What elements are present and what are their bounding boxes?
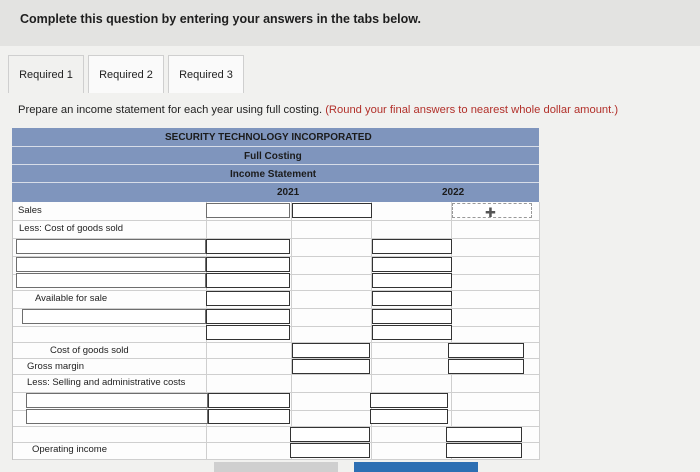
column-divider: [291, 202, 292, 460]
row-label-less-cogs: Less: Cost of goods sold: [19, 223, 124, 234]
next-button[interactable]: [354, 462, 478, 472]
adjustment-2021-input[interactable]: [206, 325, 290, 340]
year-2021-header: 2021: [277, 187, 300, 198]
selling-total-2021-input[interactable]: [290, 427, 370, 442]
year-2022-header: 2022: [442, 187, 465, 198]
header-divider: [12, 164, 539, 165]
cogs-2021-input[interactable]: [292, 343, 370, 358]
cogs-item-3-2021-input[interactable]: [206, 273, 290, 288]
adjustment-2022-input[interactable]: [372, 325, 452, 340]
company-name: SECURITY TECHNOLOGY INCORPORATED: [165, 132, 372, 143]
selling-item-1-label-input[interactable]: [26, 393, 208, 408]
statement-header: [12, 128, 539, 202]
cogs-item-2-2021-input[interactable]: [206, 257, 290, 272]
row-label-gross-margin: Gross margin: [27, 361, 85, 372]
row-label-cogs: Cost of goods sold: [50, 345, 129, 356]
header-divider: [12, 182, 539, 183]
available-2021-input[interactable]: [206, 291, 290, 306]
row-label-available-for-sale: Available for sale: [35, 293, 108, 304]
cogs-item-1-label-input[interactable]: [16, 239, 206, 254]
header-divider: [12, 146, 539, 147]
instruction: [18, 104, 618, 116]
row-divider: [13, 374, 540, 375]
row-label-sales: Sales: [18, 205, 42, 216]
sales-label-input[interactable]: [206, 203, 290, 218]
tab-required-2[interactable]: Required 2: [88, 55, 164, 93]
operating-income-2021-input[interactable]: [290, 443, 370, 458]
ending-inventory-2022-input[interactable]: [372, 309, 452, 324]
instruction-hint: (Round your final answers to nearest whole dollar amount.): [325, 104, 619, 116]
selling-item-1-2022-input[interactable]: [370, 393, 448, 408]
row-label-less-selling: Less: Selling and administrative costs: [27, 377, 186, 388]
row-divider: [13, 459, 540, 460]
selling-item-2-2021-input[interactable]: [208, 409, 290, 424]
cogs-item-3-2022-input[interactable]: [372, 273, 452, 288]
tab-required-3[interactable]: Required 3: [168, 55, 244, 93]
cogs-item-3-label-input[interactable]: [16, 273, 206, 288]
instruction-text: Prepare an income statement for each year using full costing.: [18, 104, 323, 116]
selling-item-1-2021-input[interactable]: [208, 393, 290, 408]
selling-total-2022-input[interactable]: [446, 427, 522, 442]
column-divider: [539, 202, 540, 460]
cogs-2022-input[interactable]: [448, 343, 524, 358]
ending-inventory-2021-input[interactable]: [206, 309, 290, 324]
selling-item-2-2022-input[interactable]: [370, 409, 448, 424]
selling-item-2-label-input[interactable]: [26, 409, 208, 424]
operating-income-2022-input[interactable]: [446, 443, 522, 458]
row-divider: [13, 220, 540, 221]
statement-name: Income Statement: [230, 169, 317, 180]
plus-icon[interactable]: ✚: [485, 205, 496, 220]
question-header: [0, 0, 700, 46]
gross-margin-2022-input[interactable]: [448, 359, 524, 374]
tab-required-1[interactable]: Required 1: [8, 55, 84, 93]
gross-margin-2021-input[interactable]: [292, 359, 370, 374]
sales-2021-input[interactable]: [292, 203, 372, 218]
row-label-operating-income: Operating income: [32, 444, 107, 455]
cogs-item-2-label-input[interactable]: [16, 257, 206, 272]
cogs-item-1-2021-input[interactable]: [206, 239, 290, 254]
question-title: Complete this question by entering your answers in the tabs below.: [20, 12, 421, 26]
cogs-item-1-2022-input[interactable]: [372, 239, 452, 254]
ending-inventory-label-input[interactable]: [22, 309, 206, 324]
costing-method: Full Costing: [244, 151, 302, 162]
previous-button[interactable]: [214, 462, 338, 472]
available-2022-input[interactable]: [372, 291, 452, 306]
cogs-item-2-2022-input[interactable]: [372, 257, 452, 272]
